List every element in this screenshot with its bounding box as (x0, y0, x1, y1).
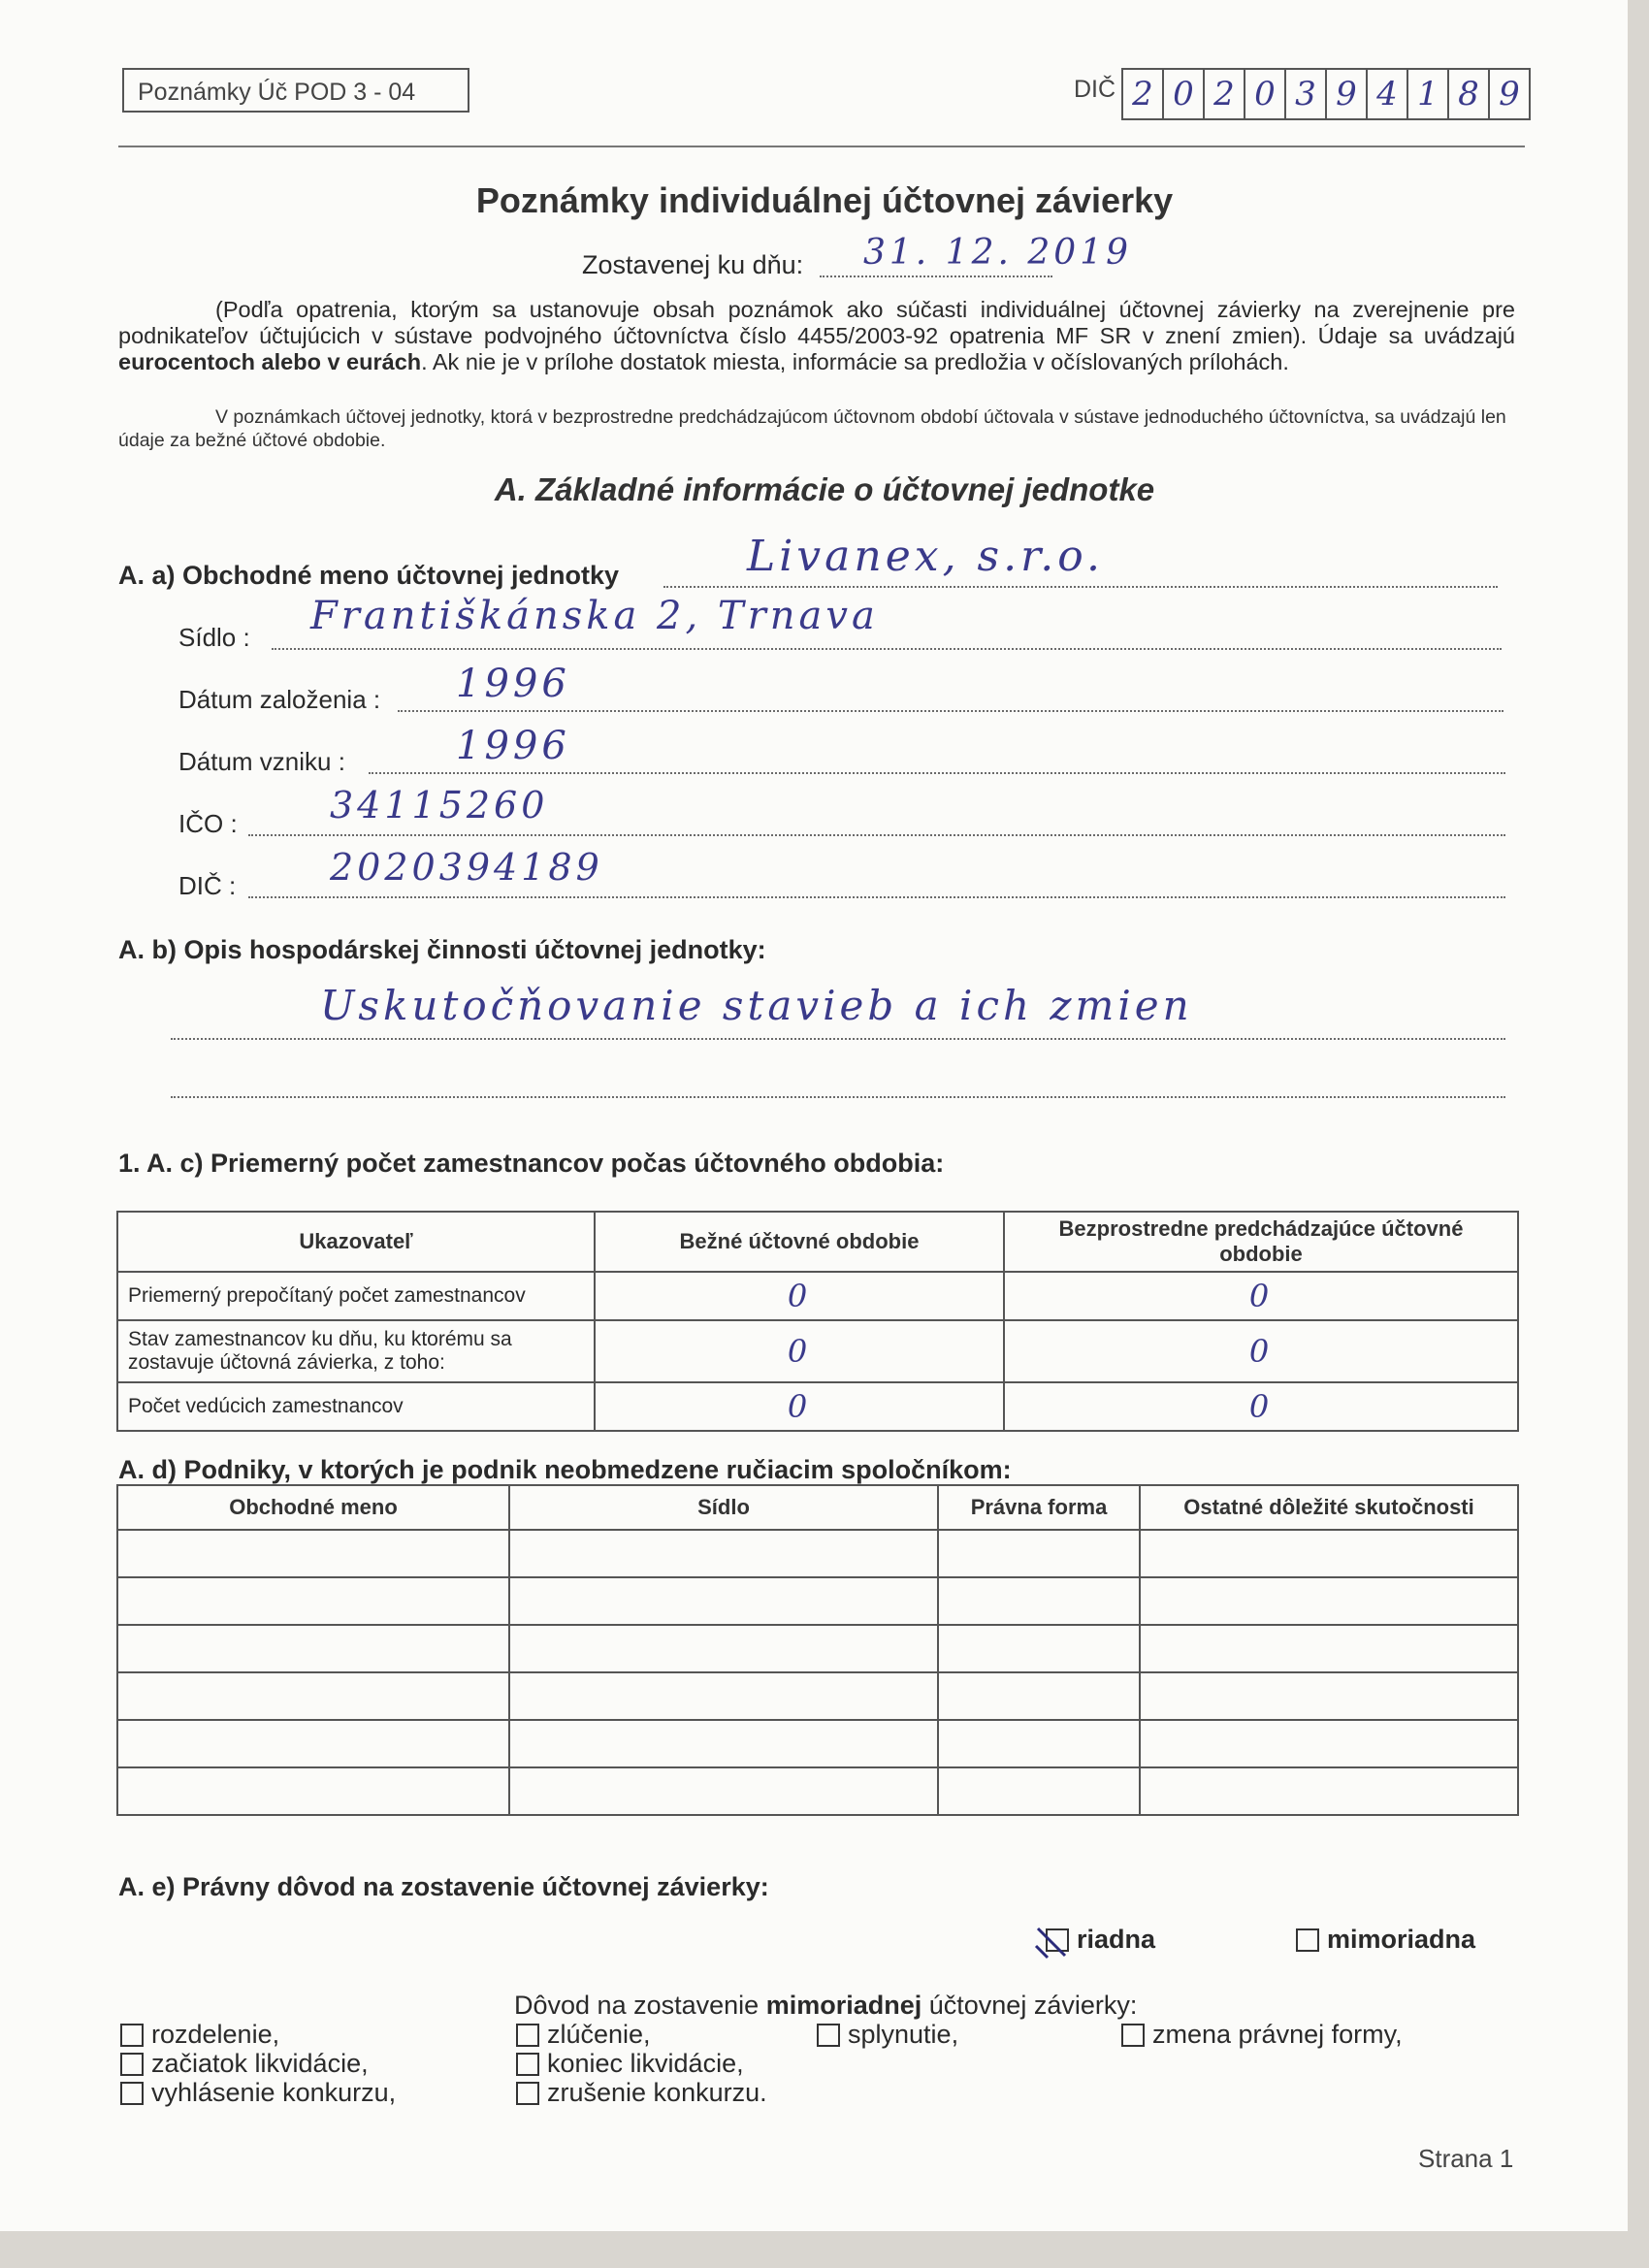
cell (509, 1577, 938, 1625)
regular-label: riadna (1077, 1925, 1156, 1954)
rozdelenie-label: rozdelenie, (151, 2020, 280, 2049)
check-mark-icon (1034, 1925, 1069, 1960)
col-other: Ostatné dôležité skutočnosti (1140, 1485, 1518, 1530)
company-name-line (663, 586, 1498, 588)
dic-digit-box: 2 (1203, 70, 1244, 118)
activity-line-2 (171, 1096, 1505, 1098)
seat-line (272, 648, 1502, 650)
cell (509, 1720, 938, 1767)
dic-digit-box: 8 (1447, 70, 1488, 118)
option-splynutie[interactable] (817, 2020, 958, 2050)
cell (1140, 1530, 1518, 1577)
activity-label: A. b) Opis hospodárskej činnosti účtovnej jednotky: (118, 935, 766, 964)
zaciatok-checkbox[interactable] (120, 2053, 144, 2076)
col-indicator: Ukazovateľ (117, 1212, 595, 1272)
extraordinary-label: mimoriadna (1327, 1925, 1476, 1954)
cell (938, 1720, 1140, 1767)
reason-label-bold: mimoriadnej (765, 1991, 922, 2020)
regular-checkbox[interactable] (1046, 1928, 1069, 1952)
intro-text-a: (Podľa opatrenia, ktorým sa ustanovuje obsah poznámok ako súčasti individuálnej účtovnej závierky na zverejnenie pre podnikateľov účtujúcich v sústave podvojného účtovníctva číslo 4455/2003-92 opatrenia MF SR v znení zmien). Údaje sa uvádzajú (118, 297, 1515, 348)
row-previous: 0 (1004, 1320, 1518, 1382)
zlucenie-checkbox[interactable] (516, 2024, 539, 2047)
koniec-checkbox[interactable] (516, 2053, 539, 2076)
option-zlucenie[interactable] (516, 2020, 651, 2050)
rozdelenie-checkbox[interactable] (120, 2024, 144, 2047)
col-current: Bežné účtovné obdobie (595, 1212, 1004, 1272)
legal-reason-label: A. e) Právny dôvod na zostavenie účtovnej závierky: (118, 1872, 769, 1901)
option-zrusenie-konkurzu[interactable] (516, 2078, 767, 2108)
origin-label: Dátum vzniku : (178, 747, 345, 776)
date-value: 31. 12. 2019 (863, 233, 1133, 273)
cell (1140, 1672, 1518, 1720)
cell (117, 1720, 509, 1767)
option-vyhlasenie-konkurzu[interactable] (120, 2078, 396, 2108)
intro-note: V poznámkach účtovej jednotky, ktorá v bezprostredne predchádzajúcom účtovnom období účtovala v sústave jednoduchého účtovníctva, sa uvádzajú len údaje za bežné účtové obdobie. (118, 406, 1506, 451)
zlucenie-label: zlúčenie, (547, 2020, 651, 2049)
option-zmena-pravnej-formy[interactable] (1121, 2020, 1403, 2050)
intro-text-bold: eurocentoch alebo v eurách (118, 349, 422, 374)
dic-label: DIČ : (178, 871, 237, 900)
cell (1140, 1720, 1518, 1767)
zrusenie-checkbox[interactable] (516, 2082, 539, 2105)
ico-value: 34115260 (330, 784, 549, 826)
reason-label (514, 1991, 1137, 2021)
cell (938, 1767, 1140, 1815)
cell (938, 1625, 1140, 1672)
dic-line (248, 896, 1505, 898)
seat-label: Sídlo : (178, 623, 250, 652)
partners-label: A. d) Podniky, v ktorých je podnik neobmedzene ručiacim spoločníkom: (118, 1455, 1012, 1484)
ico-line (248, 834, 1505, 836)
table-row (117, 1625, 1518, 1672)
cell (117, 1672, 509, 1720)
zrusenie-label: zrušenie konkurzu. (547, 2078, 767, 2107)
koniec-label: koniec likvidácie, (547, 2049, 744, 2078)
cell (938, 1672, 1140, 1720)
cell (509, 1767, 938, 1815)
extraordinary-checkbox[interactable] (1296, 1928, 1319, 1952)
reason-label-b: účtovnej závierky: (928, 1991, 1138, 2020)
intro-paragraph (118, 297, 1515, 375)
intro-text-b: . Ak nie je v prílohe dostatok miesta, informácie sa predložia v očíslovaných prílohách. (421, 349, 1289, 374)
dic-boxes (1121, 68, 1531, 120)
activity-value: Uskutočňovanie stavieb a ich zmien (320, 982, 1193, 1029)
table-row (117, 1767, 1518, 1815)
cell (509, 1625, 938, 1672)
row-current: 0 (595, 1320, 1004, 1382)
option-rozdelenie[interactable] (120, 2020, 279, 2050)
dic-digit-box: 0 (1244, 70, 1284, 118)
cell (509, 1530, 938, 1577)
cell (938, 1577, 1140, 1625)
regular-option[interactable] (1046, 1925, 1155, 1955)
row-label: Priemerný prepočítaný počet zamestnancov (117, 1272, 595, 1320)
option-koniec-likvidacie[interactable] (516, 2049, 744, 2079)
table-row (117, 1530, 1518, 1577)
table-row (117, 1272, 1518, 1320)
page-title: Poznámky individuálnej účtovnej závierky (475, 180, 1174, 220)
dic-digit-box: 9 (1488, 70, 1529, 118)
cell (117, 1767, 509, 1815)
form-code-box (122, 68, 469, 113)
vyhlasenie-label: vyhlásenie konkurzu, (151, 2078, 397, 2107)
dic-label-header: DIČ (1074, 76, 1116, 103)
section-a-title: A. Základné informácie o účtovnej jednotke (494, 471, 1155, 507)
page-number: Strana 1 (1418, 2144, 1514, 2173)
row-previous: 0 (1004, 1272, 1518, 1320)
col-seat: Sídlo (509, 1485, 938, 1530)
cell (1140, 1625, 1518, 1672)
origin-value: 1996 (456, 724, 570, 768)
seat-value: Františkánska 2, Trnava (310, 594, 879, 638)
table-row (117, 1672, 1518, 1720)
cell (1140, 1767, 1518, 1815)
splynutie-checkbox[interactable] (817, 2024, 840, 2047)
zaciatok-label: začiatok likvidácie, (151, 2049, 369, 2078)
company-name-label: A. a) Obchodné meno účtovnej jednotky (118, 561, 620, 590)
cell (509, 1672, 938, 1720)
col-legal-form: Právna forma (938, 1485, 1140, 1530)
dic-value: 2020394189 (330, 846, 603, 889)
extraordinary-option[interactable] (1296, 1925, 1475, 1955)
partners-header-row (117, 1485, 1518, 1530)
founded-value: 1996 (456, 662, 570, 706)
employees-table (116, 1211, 1519, 1432)
option-zaciatok-likvidacie[interactable] (120, 2049, 369, 2079)
form-code: Poznámky Úč POD 3 - 04 (138, 79, 416, 106)
cell (1140, 1577, 1518, 1625)
col-company: Obchodné meno (117, 1485, 509, 1530)
cell (938, 1530, 1140, 1577)
founded-label: Dátum založenia : (178, 685, 381, 714)
cell (117, 1577, 509, 1625)
dic-digit-box: 1 (1406, 70, 1447, 118)
cell (117, 1625, 509, 1672)
activity-line-1 (171, 1038, 1505, 1040)
partners-table (116, 1484, 1519, 1816)
dic-digit-box: 9 (1325, 70, 1366, 118)
splynutie-label: splynutie, (848, 2020, 959, 2049)
col-previous: Bezprostredne predchádzajúce účtovné obdobie (1004, 1212, 1518, 1272)
employees-header-row (117, 1212, 1518, 1272)
dic-digit-box: 2 (1121, 70, 1162, 118)
table-row (117, 1577, 1518, 1625)
row-previous: 0 (1004, 1382, 1518, 1431)
vyhlasenie-checkbox[interactable] (120, 2082, 144, 2105)
table-row (117, 1320, 1518, 1382)
zmena-checkbox[interactable] (1121, 2024, 1145, 2047)
ico-label: IČO : (178, 809, 238, 838)
dic-digit-box: 0 (1162, 70, 1203, 118)
zmena-label: zmena právnej formy, (1152, 2020, 1403, 2049)
dic-digit-box: 3 (1284, 70, 1325, 118)
row-current: 0 (595, 1272, 1004, 1320)
company-name-value: Livanex, s.r.o. (747, 532, 1104, 581)
table-row (117, 1382, 1518, 1431)
date-line (820, 275, 1052, 277)
table-row (117, 1720, 1518, 1767)
row-label: Stav zamestnancov ku dňu, ku ktorému sa zostavuje účtovná závierka, z toho: (117, 1320, 595, 1382)
reason-label-a: Dôvod na zostavenie (514, 1991, 760, 2020)
employees-label: 1. A. c) Priemerný počet zamestnancov počas účtovného obdobia: (118, 1149, 945, 1178)
origin-line (369, 772, 1505, 774)
founded-line (398, 710, 1504, 712)
row-current: 0 (595, 1382, 1004, 1431)
cell (117, 1530, 509, 1577)
dic-digit-box: 4 (1366, 70, 1406, 118)
row-label: Počet vedúcich zamestnancov (117, 1382, 595, 1431)
header-rule (118, 146, 1525, 147)
date-label: Zostavenej ku dňu: (582, 250, 804, 279)
